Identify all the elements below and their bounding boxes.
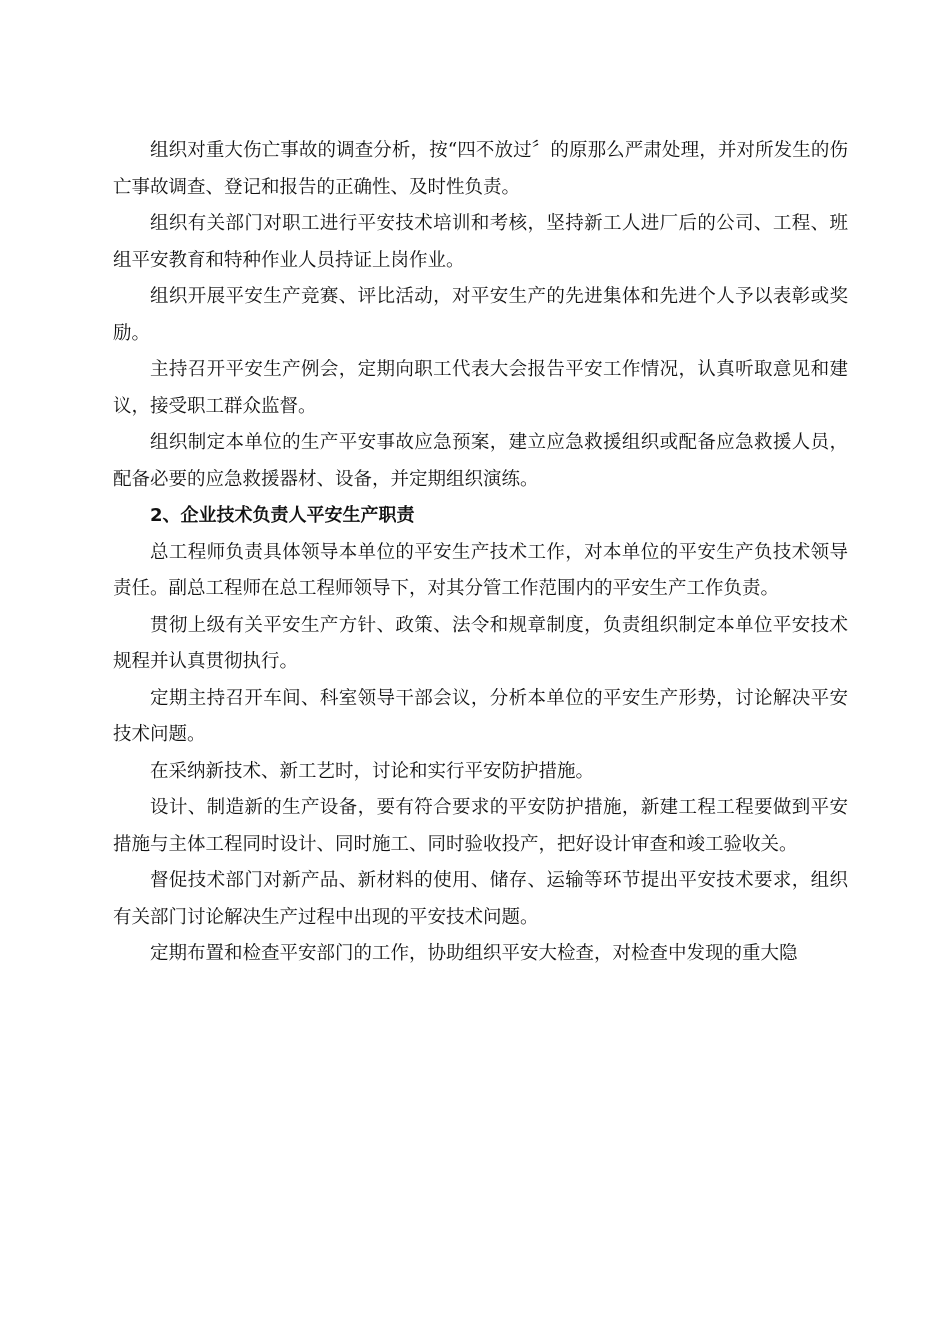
paragraph: 定期主持召开车间、科室领导干部会议，分析本单位的平安生产形势，讨论解决平安技术问题。: [113, 687, 848, 745]
paragraph: 贯彻上级有关平安生产方针、政策、法令和规章制度，负责组织制定本单位平安技术规程并认真贯彻执行。: [113, 614, 848, 672]
paragraph: 总工程师负责具体领导本单位的平安生产技术工作，对本单位的平安生产负技术领导责任。副总工程师在总工程师领导下，对其分管工作范围内的平安生产工作负责。: [113, 541, 848, 599]
paragraph: 组织制定本单位的生产平安事故应急预案，建立应急救援组织或配备应急救援人员，配备必要的应急救援器材、设备，并定期组织演练。: [113, 432, 848, 490]
paragraph: 组织对重大伤亡事故的调查分析，按“四不放过〞的原那么严肃处理，并对所发生的伤亡事故调查、登记和报告的正确性、及时性负责。: [113, 140, 848, 198]
paragraph: 定期布置和检查平安部门的工作，协助组织平安大检查，对检查中发现的重大隐: [150, 943, 798, 964]
paragraph: 设计、制造新的生产设备，要有符合要求的平安防护措施，新建工程工程要做到平安措施与主体工程同时设计、同时施工、同时验收投产，把好设计审查和竣工验收关。: [113, 797, 848, 855]
paragraph: 主持召开平安生产例会，定期向职工代表大会报告平安工作情况，认真听取意见和建议，接受职工群众监督。: [113, 359, 848, 417]
document-body: [113, 133, 848, 973]
paragraph: 督促技术部门对新产品、新材料的使用、储存、运输等环节提出平安技术要求，组织有关部门讨论解决生产过程中出现的平安技术问题。: [113, 870, 848, 928]
section-heading: 2、企业技术负责人平安生产职责: [150, 505, 415, 526]
paragraph: 在采纳新技术、新工艺时，讨论和实行平安防护措施。: [150, 760, 595, 782]
paragraph: 组织开展平安生产竞赛、评比活动，对平安生产的先进集体和先进个人予以表彰或奖励。: [113, 286, 848, 344]
paragraph: 组织有关部门对职工进行平安技术培训和考核，坚持新工人进厂后的公司、工程、班组平安教育和特种作业人员持证上岗作业。: [113, 213, 848, 271]
